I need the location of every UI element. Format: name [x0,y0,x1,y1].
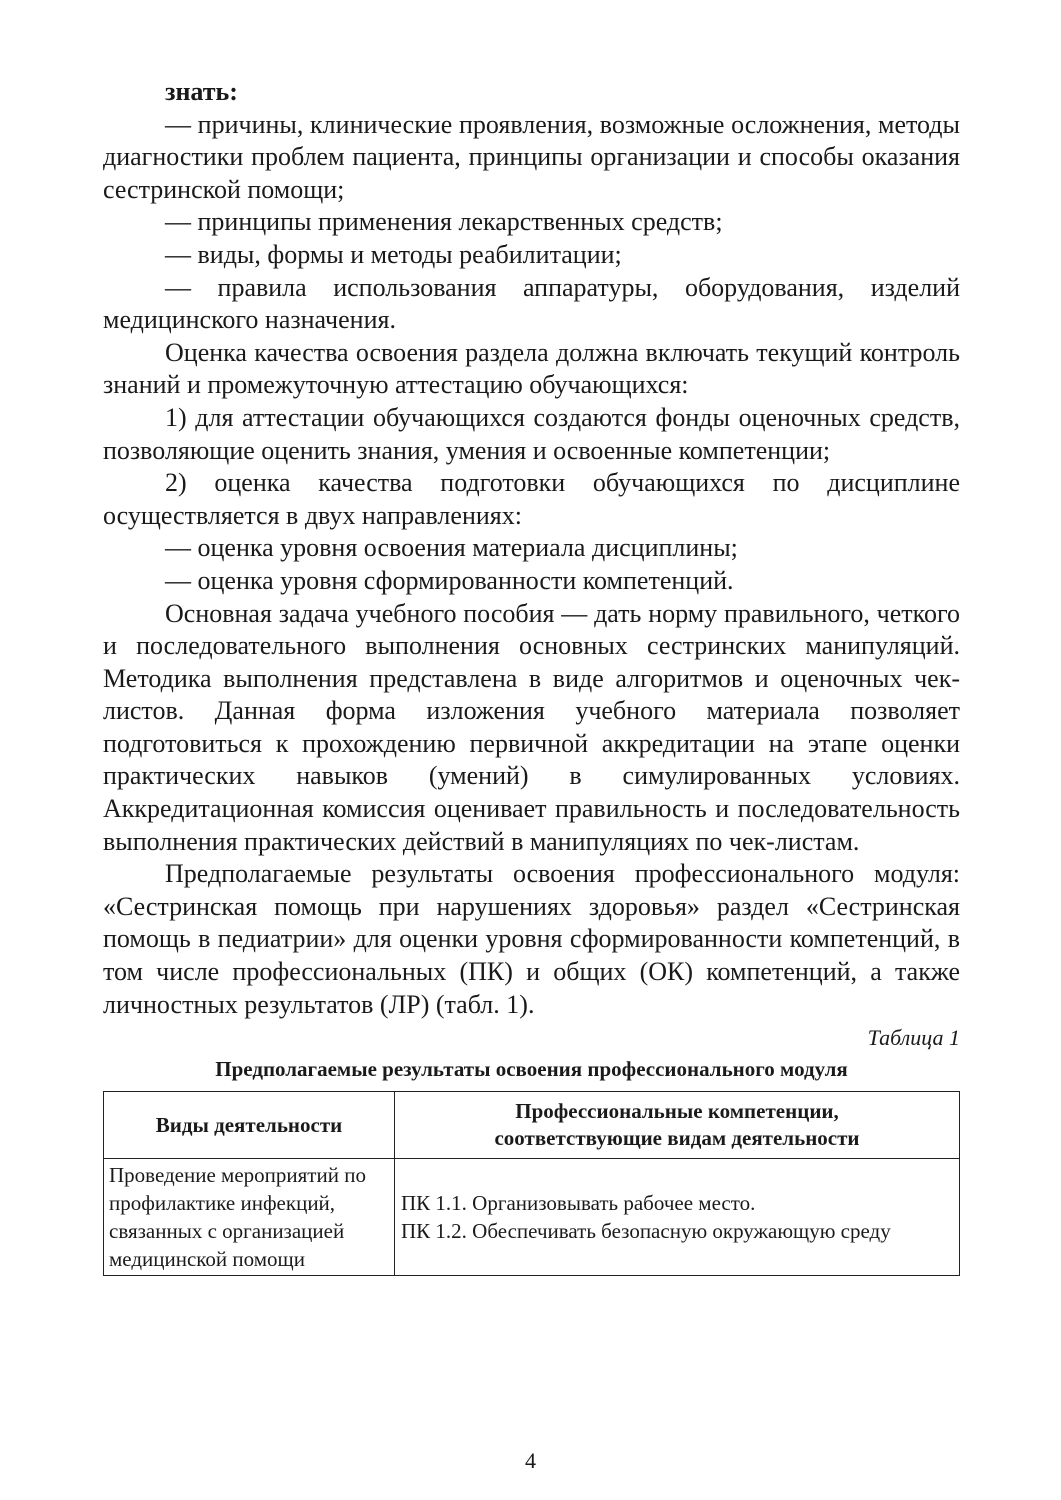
document-page [103,76,960,1276]
competency-item: ПК 1.2. Обеспечивать безопасную окружающую среду [401,1219,891,1244]
direction-item: — оценка уровня сформированности компетенций. [165,565,734,595]
header-competencies-line: соответствующие видам деятельности [494,1126,860,1151]
competencies-cell [395,1159,960,1276]
know-item: — правила использования аппаратуры, оборудования, изделий медицинского назначения. [103,272,960,335]
table-label: Таблица 1 [867,1025,960,1051]
header-competencies [395,1092,960,1159]
assessment-item: 2) оценка качества подготовки обучающихся по дисциплине осуществляется в двух направлениях: [103,468,960,530]
activity-cell: Проведение мероприятий по профилактике инфекций, связанных с организацией медицинской помощи [104,1159,395,1276]
table-row [104,1159,960,1276]
know-item: — принципы применения лекарственных средств; [165,207,723,237]
table-header-row [104,1092,960,1159]
main-task-paragraph: Основная задача учебного пособия — дать норму правильного, четкого и последовательного выполнения основных сестринских манипуляций. Методика выполнения представлена в виде алгоритмов и оценочных чек-листов. Данная форма изложения учебного материала позволяет подготовиться к прохождению первичной аккредитации на этапе оценки практических навыков (умений) в симулированных условиях. Аккредитационная комиссия оценивает правильность и последовательность выполнения практических действий в манипуляциях по чек-листам. [103,598,960,856]
direction-item: — оценка уровня освоения материала дисциплины; [165,533,738,563]
header-activity: Виды деятельности [104,1092,395,1159]
table-title: Предполагаемые результаты освоения профессионального модуля [215,1057,848,1082]
assessment-item: 1) для аттестации обучающихся создаются фонды оценочных средств, позволяющие оценить знания, умения и освоенные компетенции; [103,402,960,465]
know-heading: знать: [165,77,238,106]
know-item: — виды, формы и методы реабилитации; [165,239,622,269]
results-paragraph: Предполагаемые результаты освоения профессионального модуля: «Сестринская помощь при нарушениях здоровья» раздел «Сестринская помощь в педиатрии» для оценки уровня сформированности компетенций, в том числе профессиональных (ПК) и общих (ОК) компетенций, а также личностных результатов (ЛР) (табл. 1). [103,859,960,1019]
competency-item: ПК 1.1. Организовывать рабочее место. [401,1191,756,1216]
results-table [103,1091,960,1276]
know-item: — причины, клинические проявления, возможные осложнения, методы диагностики проблем пациента, принципы организации и способы оказания сестринской помощи; [103,109,960,204]
header-competencies-line: Профессиональные компетенции, [515,1099,839,1124]
page-number: 4 [525,1448,536,1473]
assessment-intro: Оценка качества освоения раздела должна включать текущий контроль знаний и промежуточную аттестацию обучающихся: [103,337,960,400]
